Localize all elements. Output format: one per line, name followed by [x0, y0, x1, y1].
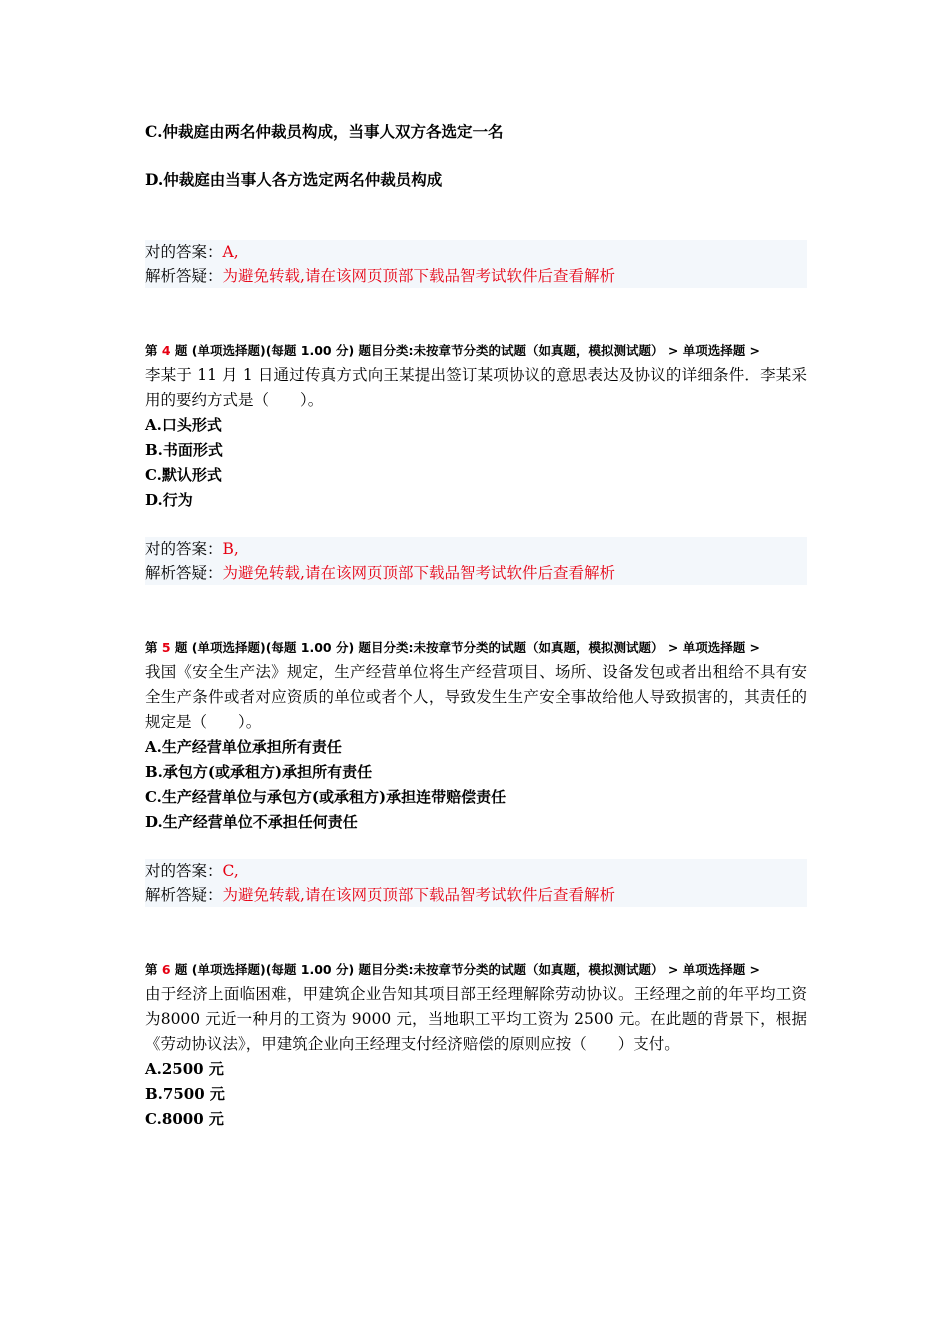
option-a: A.口头形式: [145, 416, 222, 434]
question-text: 由于经济上面临困难，甲建筑企业告知其项目部王经理解除劳动协议。王经理之前的年平均工资为8000 元近一种月的工资为 9000 元，当地职工平均工资为 2500 元。在此题的背景下，根据《劳动协议法》，甲建筑企业向王经理支付经济赔偿的原则应按（ ）支付。: [145, 985, 807, 1053]
analysis-label: 解析答疑：: [145, 564, 223, 582]
analysis-value: 为避免转载,请在该网页顶部下载品智考试软件后查看解析: [222, 564, 615, 582]
question-4: [145, 338, 807, 585]
answer-value: A,: [222, 243, 239, 261]
option-d: D.仲裁庭由当事人各方选定两名仲裁员构成: [145, 170, 443, 189]
header-prefix: 第: [145, 640, 162, 655]
question-6: [145, 957, 807, 1132]
question-header: [145, 635, 807, 660]
answer-label: 对的答案：: [145, 540, 223, 558]
answer-label: 对的答案：: [145, 862, 223, 880]
header-suffix: 题 (单项选择题)(每题 1.00 分) 题目分类:未按章节分类的试题（如真题，模拟测试题） > 单项选择题 >: [170, 343, 761, 358]
question-3: [145, 120, 807, 288]
question-5: [145, 635, 807, 907]
option-b: B.7500 元: [145, 1085, 225, 1103]
analysis-label: 解析答疑：: [145, 886, 223, 904]
exam-content: [145, 120, 807, 1132]
option-b: B.书面形式: [145, 441, 223, 459]
option-c: C.默认形式: [145, 466, 222, 484]
header-suffix: 题 (单项选择题)(每题 1.00 分) 题目分类:未按章节分类的试题（如真题，模拟测试题） > 单项选择题 >: [170, 640, 761, 655]
analysis-label: 解析答疑：: [145, 267, 223, 285]
answer-box: [145, 240, 807, 288]
option-d: D.生产经营单位不承担任何责任: [145, 813, 358, 831]
answer-value: B,: [222, 540, 239, 558]
header-prefix: 第: [145, 962, 162, 977]
header-suffix: 题 (单项选择题)(每题 1.00 分) 题目分类:未按章节分类的试题（如真题，模拟测试题） > 单项选择题 >: [170, 962, 761, 977]
answer-label: 对的答案：: [145, 243, 223, 261]
option-c: C.生产经营单位与承包方(或承租方)承担连带赔偿责任: [145, 788, 507, 806]
question-text: 我国《安全生产法》规定，生产经营单位将生产经营项目、场所、设备发包或者出租给不具有安全生产条件或者对应资质的单位或者个人，导致发生生产安全事故给他人导致损害的，其责任的规定是（ ）。: [145, 663, 807, 731]
analysis-value: 为避免转载,请在该网页顶部下载品智考试软件后查看解析: [222, 886, 615, 904]
option-c: C.8000 元: [145, 1110, 224, 1128]
option-b: B.承包方(或承租方)承担所有责任: [145, 763, 373, 781]
question-number: 6: [161, 962, 171, 977]
question-header: [145, 338, 807, 363]
header-prefix: 第: [145, 343, 162, 358]
option-d: D.行为: [145, 491, 193, 509]
answer-value: C,: [222, 862, 239, 880]
option-a: A.2500 元: [145, 1060, 224, 1078]
option-a: A.生产经营单位承担所有责任: [145, 738, 342, 756]
option-c: C.仲裁庭由两名仲裁员构成，当事人双方各选定一名: [145, 122, 504, 141]
question-text: 李某于 11 月 1 日通过传真方式向王某提出签订某项协议的意思表达及协议的详细条件．李某采用的要约方式是（ ）。: [145, 366, 807, 409]
question-number: 5: [161, 640, 171, 655]
answer-box: [145, 537, 807, 585]
question-header: [145, 957, 807, 982]
question-number: 4: [161, 343, 171, 358]
answer-box: [145, 859, 807, 907]
analysis-value: 为避免转载,请在该网页顶部下载品智考试软件后查看解析: [222, 267, 615, 285]
